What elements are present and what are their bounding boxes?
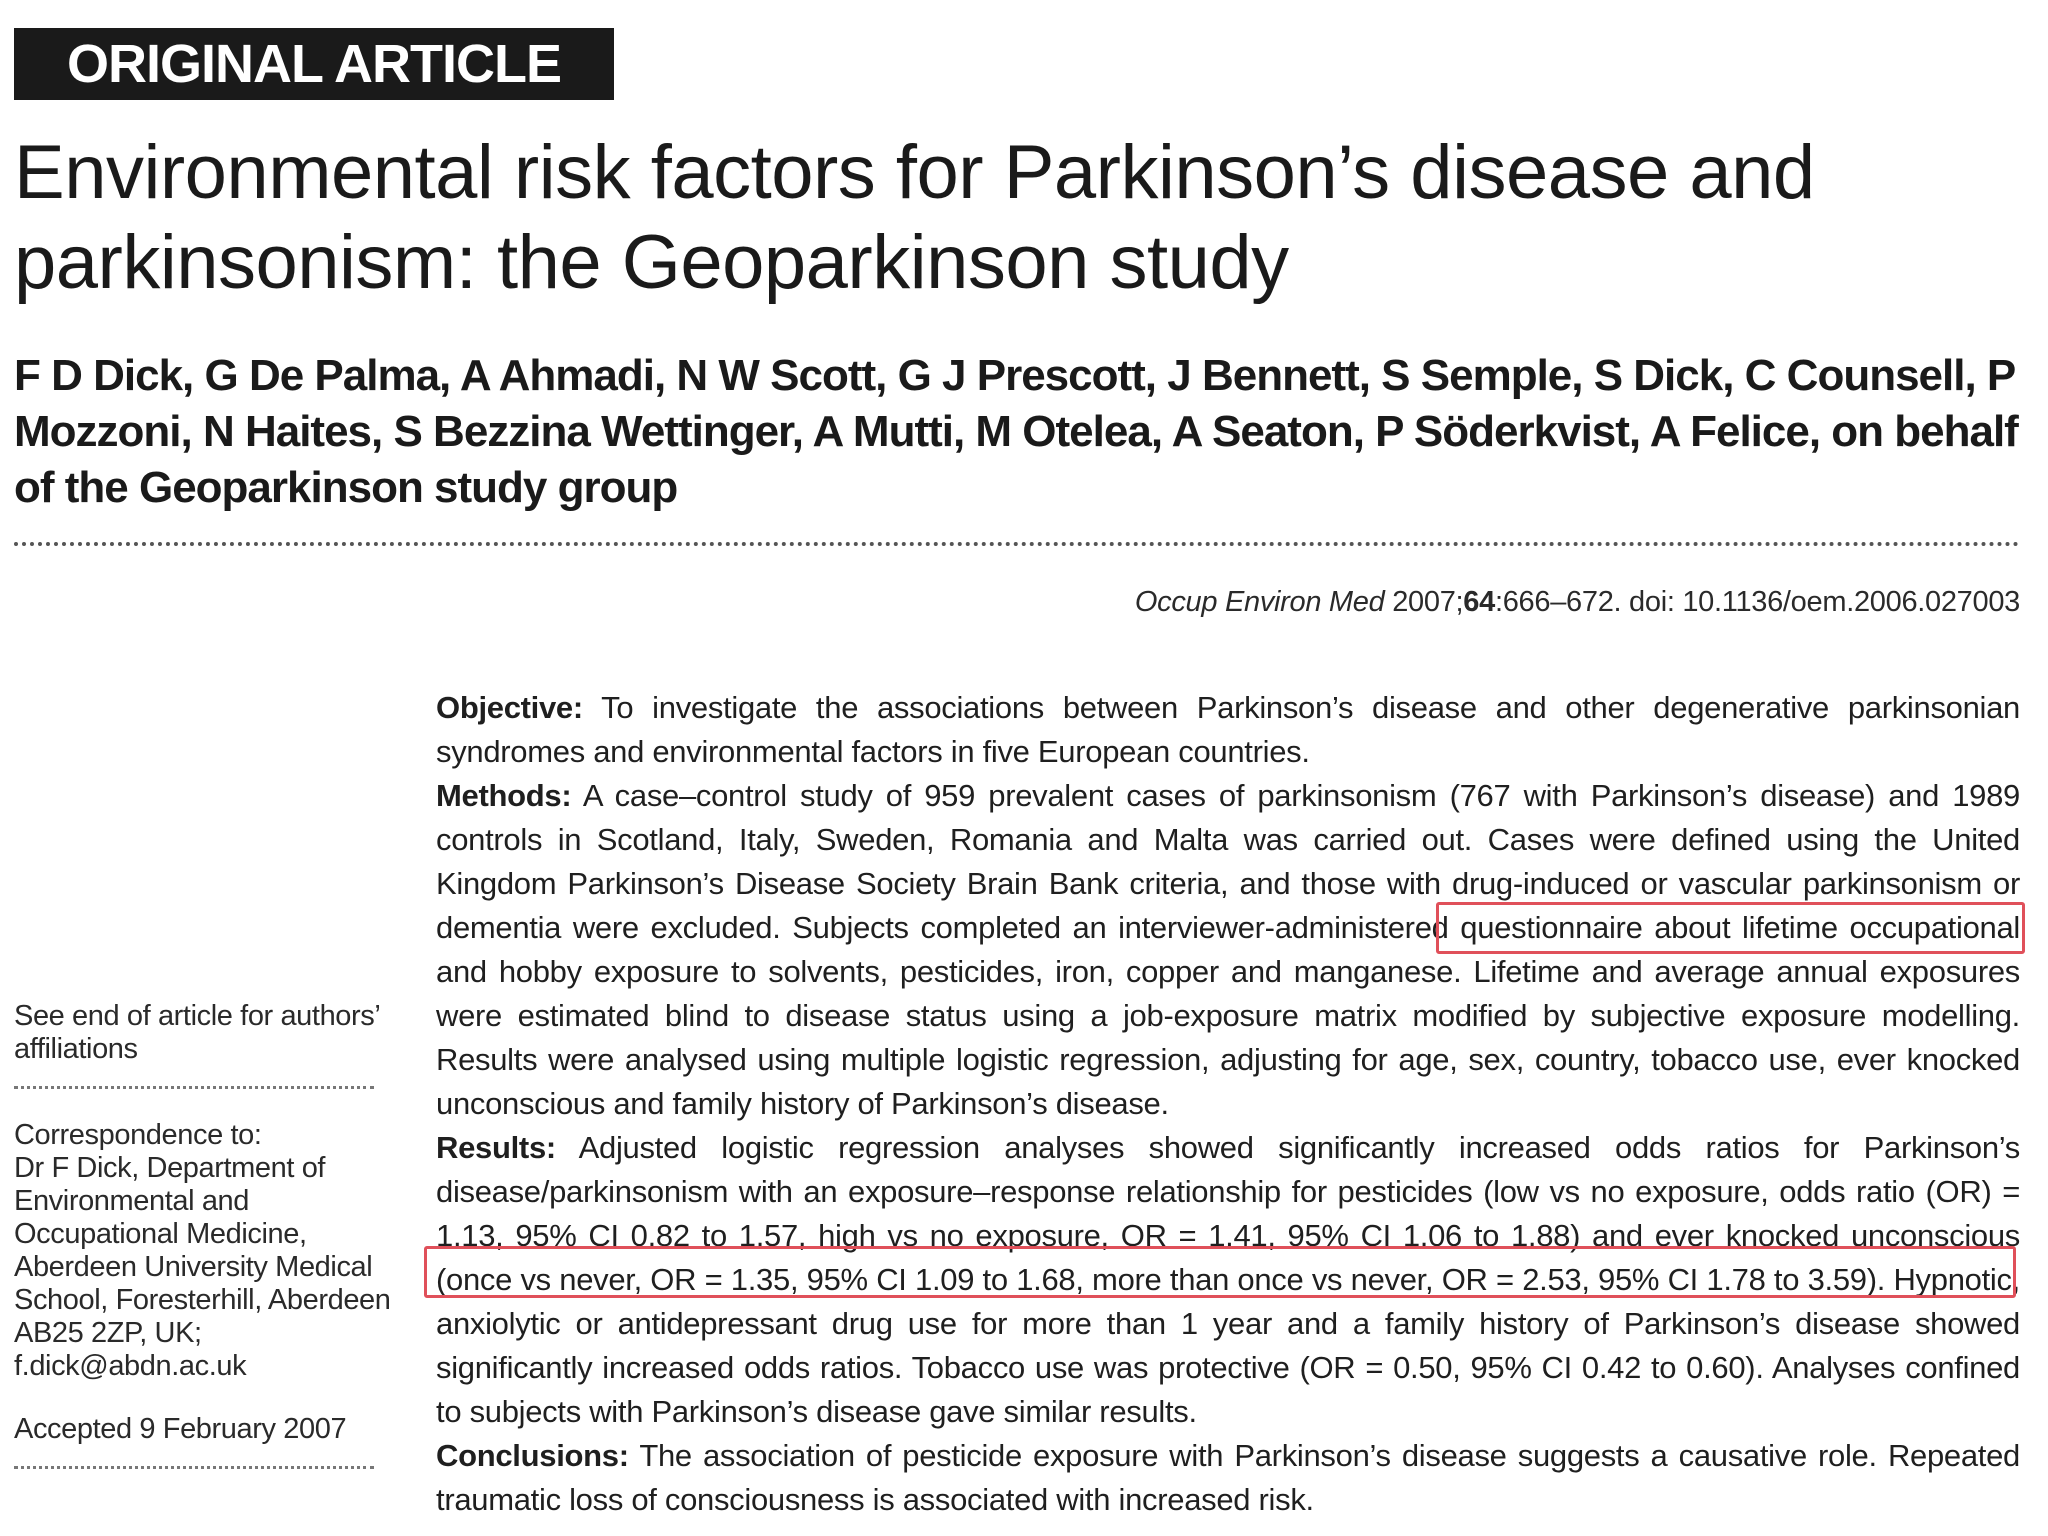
abstract-methods [436,774,2020,1126]
journal-name: Occup Environ Med [1134,586,1385,618]
abstract-objective [436,686,2020,774]
accepted-date: Accepted 9 February 2007 [14,1413,347,1445]
abstract-results [436,1126,2020,1434]
conclusions-label: Conclusions: [436,1438,629,1473]
citation-line [1135,582,2020,622]
sidebar-notes [14,1000,394,1499]
sidebar-divider [14,1086,374,1089]
article-title: Environmental risk factors for Parkinson’s disease and parkinsonism: the Geoparkinson study [14,130,1815,305]
citation-volume: 64 [1463,586,1495,618]
conclusions-text: The association of pesticide exposure with Parkinson’s disease suggests a causative role. Repeated traumatic loss of consciousness is associated with increased risk. [436,1438,2020,1517]
methods-text: A case–control study of 959 prevalent cases of parkinsonism (767 with Parkinson’s disease) and 1989 controls in Scotland, Italy, Sweden, Romania and Malta was carried out. Cases were defined using the United Kingdom Parkinson’s Disease Society Brain Bank criteria, and those with drug-induced or vascular parkinsonism or dementia were excluded. Subjects completed an interviewer-administered questionnaire about lifetime occupational and hobby exposure to solvents, pesticides, iron, copper and manganese. Lifetime and average annual exposures were estimated blind to disease status using a job-exposure matrix modified by subjective exposure modelling. Results were analysed using multiple logistic regression, adjusting for age, sex, country, tobacco use, ever knocked unconscious and family history of Parkinson’s disease. [436,778,2020,1121]
results-label: Results: [436,1130,556,1165]
abstract [436,686,2020,1522]
sidebar-divider-bottom [14,1466,374,1469]
article-type-banner: ORIGINAL ARTICLE [14,28,614,100]
correspondence-label: Correspondence to: [14,1119,262,1151]
results-text: Adjusted logistic regression analyses showed significantly increased odds ratios for Parkinson’s disease/parkinsonism with an exposure–response relationship for pesticides (low vs no exposure, odds ratio (OR) = 1.13, 95% CI 0.82 to 1.57, high vs no exposure, OR = 1.41, 95% CI 1.06 to 1.88) and ever knocked unconscious (once vs never, OR = 1.35, 95% CI 1.09 to 1.68, more than once vs never, OR = 2.53, 95% CI 1.78 to 3.59). Hypnotic, anxiolytic or antidepressant drug use for more than 1 year and a family history of Parkinson’s disease showed significantly increased odds ratios. Tobacco use was protective (OR = 0.50, 95% CI 0.42 to 0.60). Analyses confined to subjects with Parkinson’s disease gave similar results. [436,1130,2020,1429]
correspondence-address: Dr F Dick, Department of Environmental and Occupational Medicine, Aberdeen University Medical School, Foresterhill, Aberdeen AB25 2ZP, UK; f.dick@abdn.ac.uk [14,1152,391,1382]
citation-year: 2007; [1392,586,1464,618]
methods-label: Methods: [436,778,572,813]
objective-label: Objective: [436,690,583,725]
abstract-conclusions [436,1434,2020,1522]
affiliations-note: See end of article for authors’ affiliations [14,1000,380,1065]
dotted-divider [14,542,2020,546]
author-list: F D Dick, G De Palma, A Ahmadi, N W Scott, G J Prescott, J Bennett, S Semple, S Dick, C Counsell, P Mozzoni, N Haites, S Bezzina Wettinger, A Mutti, M Otelea, A Seaton, P Söderkvist, A Felice, on behalf of the Geoparkinson study group [14,351,2018,512]
citation-pages-doi: :666–672. doi: 10.1136/oem.2006.027003 [1494,586,2020,618]
objective-text: To investigate the associations between Parkinson’s disease and other degenerative parkinsonian syndromes and environmental factors in five European countries. [436,690,2020,769]
